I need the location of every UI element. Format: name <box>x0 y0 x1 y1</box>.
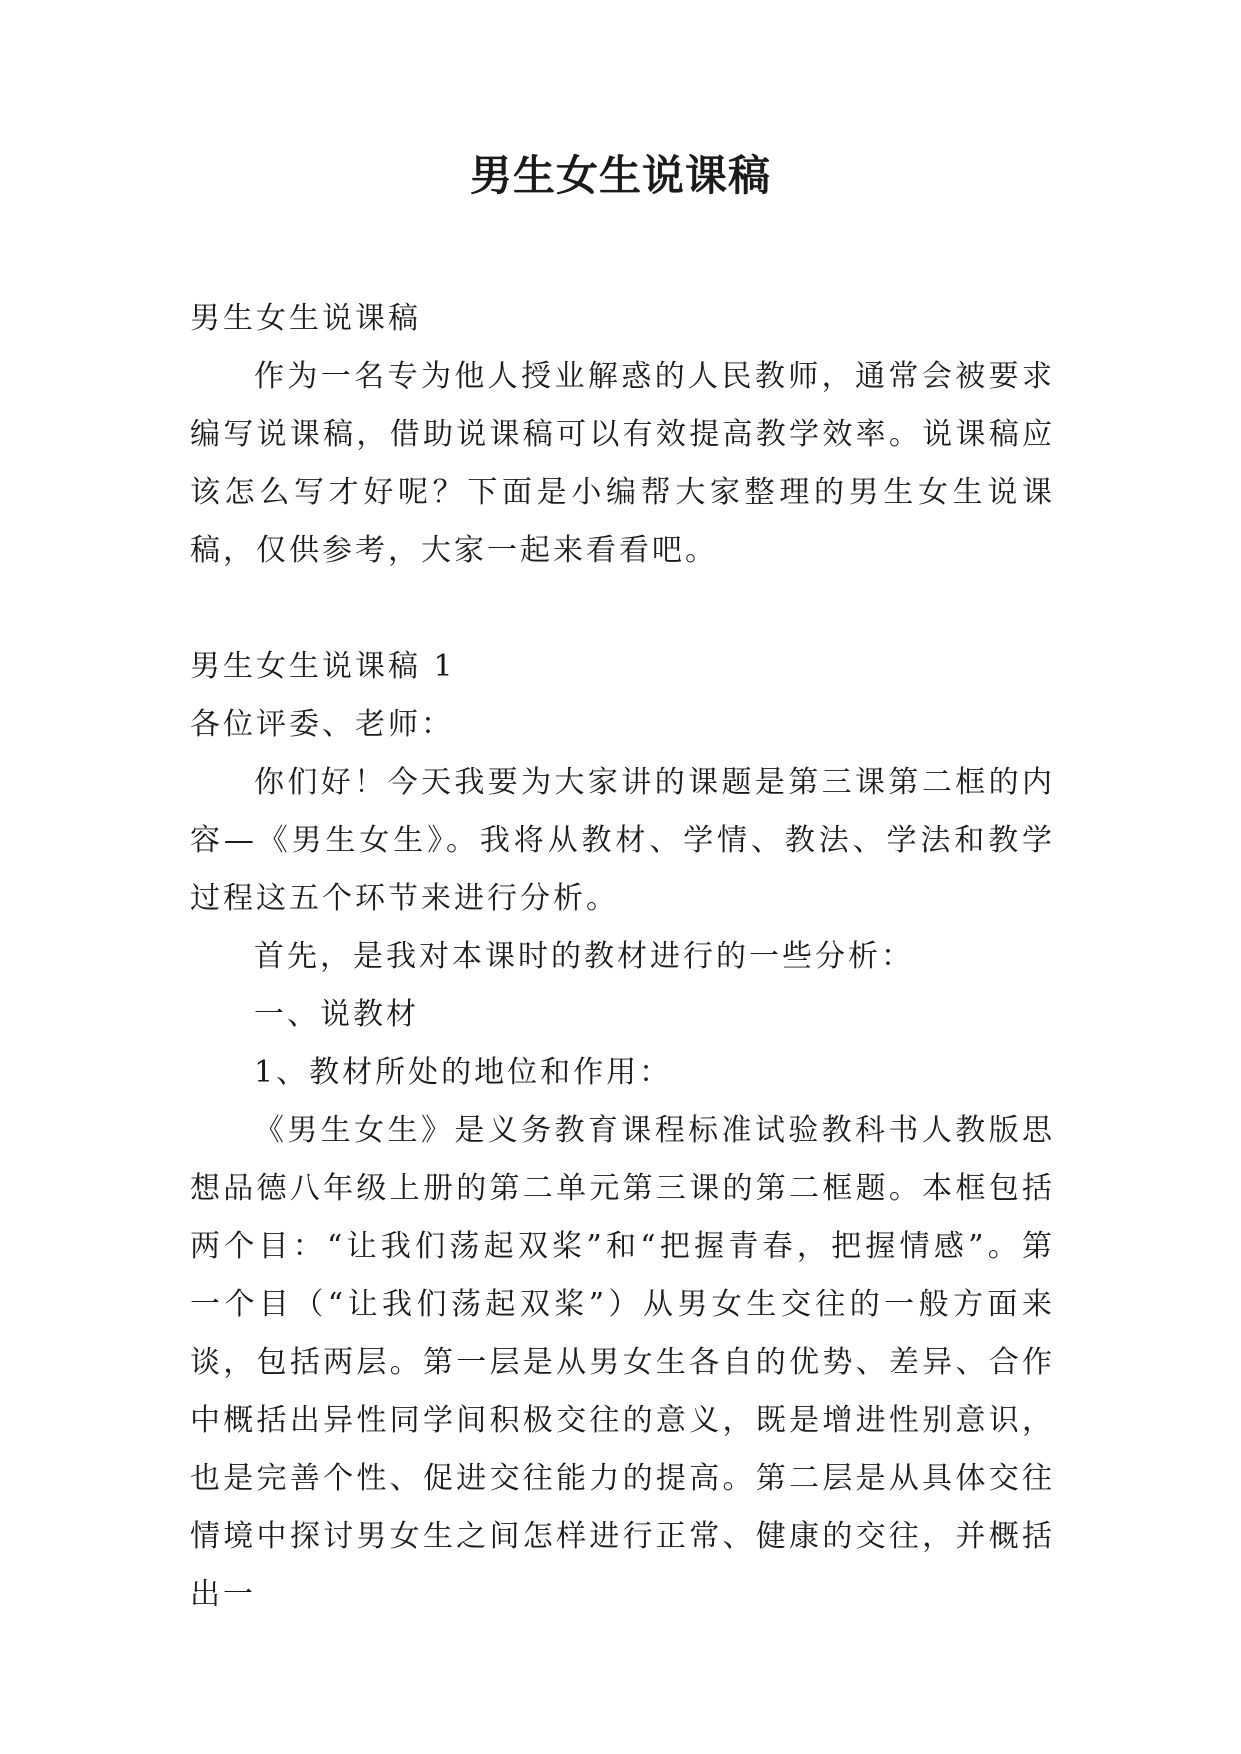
section-heading: 男生女生说课稿 <box>190 301 421 336</box>
body-paragraph: 首先，是我对本课时的教材进行的一些分析： <box>254 939 914 974</box>
body-paragraph: 《男生女生》是义务教育课程标准试验教科书人教版思想品德八年级上册的第二单元第三课的第二框题。本框包括两个目：“让我们荡起双桨”和“把握青春，把握情感”。第一个目（“让我们荡起双桨”）从男女生交往的一般方面来谈，包括两层。第一层是从男女生各自的优势、差异、合作中概括出异性同学间积极交往的意义，既是增进性别意识，也是完善个性、促进交往能力的提高。第二层是从具体交往情境中探讨男女生之间怎样进行正常、健康的交往，并概括出一 <box>190 1113 1055 1612</box>
list-subheading: 1、教材所处的地位和作用： <box>254 1055 673 1090</box>
salutation: 各位评委、老师： <box>190 707 454 742</box>
subsection-heading: 男生女生说课稿 1 <box>190 649 456 684</box>
document-body <box>190 290 1055 1624</box>
list-heading: 一、说教材 <box>254 997 419 1032</box>
intro-paragraph: 作为一名专为他人授业解惑的人民教师，通常会被要求编写说课稿，借助说课稿可以有效提高教学效率。说课稿应该怎么写才好呢？下面是小编帮大家整理的男生女生说课稿，仅供参考，大家一起来看看吧。 <box>190 359 1055 568</box>
document-title: 男生女生说课稿 <box>469 151 771 200</box>
body-paragraph: 你们好！今天我要为大家讲的课题是第三课第二框的内容—《男生女生》。我将从教材、学情、教法、学法和教学过程这五个环节来进行分析。 <box>190 765 1055 916</box>
paragraph-spacer <box>190 580 1055 638</box>
